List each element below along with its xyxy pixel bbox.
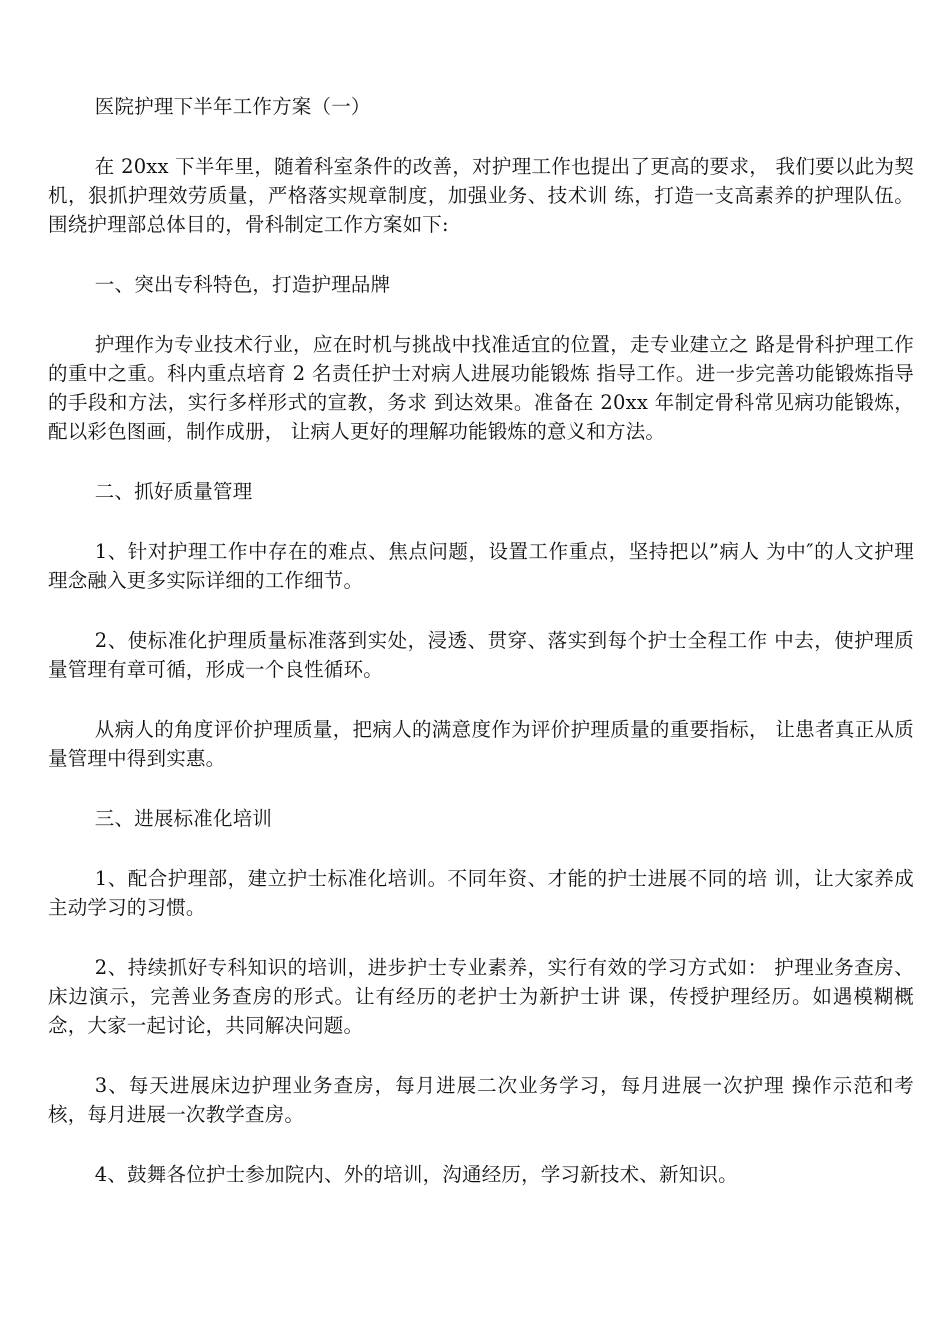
section-3-item-2: 2、持续抓好专科知识的培训，进步护士专业素养，实行有效的学习方式如： 护理业务查房、床边演示，完善业务查房的形式。让有经历的老护士为新护士讲 课，传授护理经历。如遇模糊概念，大家一起讨论，共同解决问题。 <box>48 956 914 1037</box>
section-2-item-2: 2、使标准化护理质量标准落到实处，浸透、贯穿、落实到每个护士全程工作 中去，使护理质量管理有章可循，形成一个良性循环。 <box>48 629 914 681</box>
section-3-heading: 三、进展标准化培训 <box>94 807 273 830</box>
section-3-item-4: 4、鼓舞各位护士参加院内、外的培训，沟通经历，学习新技术、新知识。 <box>94 1163 738 1186</box>
section-3-item-1: 1、配合护理部，建立护士标准化培训。不同年资、才能的护士进展不同的培 训，让大家养成主动学习的习惯。 <box>48 867 914 919</box>
document-title: 医院护理下半年工作方案（一） <box>94 95 371 118</box>
document-body <box>48 92 914 1220</box>
section-2-heading: 二、抓好质量管理 <box>94 480 253 503</box>
section-2-paragraph: 从病人的角度评价护理质量，把病人的满意度作为评价护理质量的重要指标， 让患者真正从质量管理中得到实惠。 <box>48 718 914 770</box>
section-1-paragraph: 护理作为专业技术行业，应在时机与挑战中找准适宜的位置，走专业建立之 路是骨科护理工作的重中之重。科内重点培育 2 名责任护士对病人进展功能锻炼 指导工作。进一步完善功能锻炼指导的手段和方法，实行多样形式的宣教，务求 到达效果。准备在 20xx 年制定骨科常见病功能锻炼，配以彩色图画，制作成册， 让病人更好的理解功能锻炼的意义和方法。 <box>48 333 914 443</box>
intro-paragraph: 在 20xx 下半年里，随着科室条件的改善，对护理工作也提出了更高的要求， 我们要以此为契机，狠抓护理效劳质量，严格落实规章制度，加强业务、技术训 练，打造一支高素养的护理队伍。围绕护理部总体目的，骨科制定工作方案如下: <box>48 155 914 236</box>
section-1-heading: 一、突出专科特色，打造护理品牌 <box>94 273 391 296</box>
section-2-item-1: 1、针对护理工作中存在的难点、焦点问题，设置工作重点，坚持把以”病人 为中″的人文护理理念融入更多实际详细的工作细节。 <box>48 540 914 592</box>
section-3-item-3: 3、每天进展床边护理业务查房，每月进展二次业务学习，每月进展一次护理 操作示范和考核，每月进展一次教学查房。 <box>48 1074 914 1126</box>
